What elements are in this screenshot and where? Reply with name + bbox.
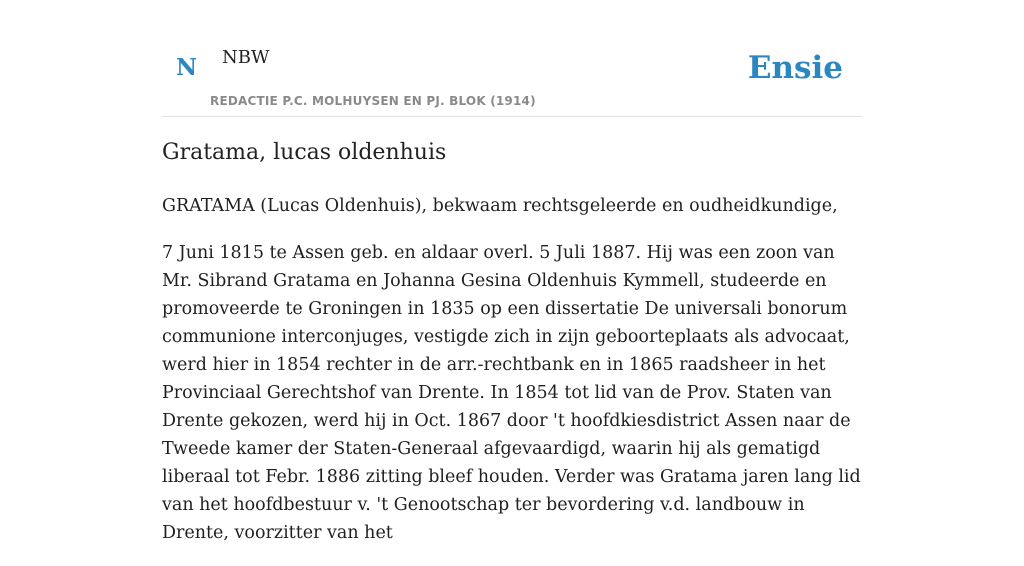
- article-title: Gratama, lucas oldenhuis: [162, 140, 447, 165]
- source-name[interactable]: NBW: [222, 47, 270, 68]
- source-editors: REDACTIE P.C. MOLHUYSEN EN PJ. BLOK (1914): [210, 94, 536, 108]
- article-paragraph: 7 Juni 1815 te Assen geb. en aldaar overl. 5 Juli 1887. Hij was een zoon van Mr. Sibrand Gratama en Johanna Gesina Oldenhuis Kymmell, studeerde en promoveerde te Groningen in 1835 op een dissertatie De universali bonorum communione interconjuges, vestigde zich in zijn geboorteplaats als advocaat, werd hier in 1854 rechter in de arr.-rechtbank en in 1865 raadsheer in het Provinciaal Gerechtshof van Drente. In 1854 tot lid van de Prov. Staten van Drente gekozen, werd hij in Oct. 1867 door 't hoofdkiesdistrict Assen naar de Tweede kamer der Staten-Generaal afgevaardigd, waarin hij als gematigd liberaal tot Febr. 1886 zitting bleef houden. Verder was Gratama jaren lang lid van het hoofdbestuur v. 't Genootschap ter bevordering v.d. landbouw in Drente, voorzitter van het: [162, 243, 861, 543]
- article-body: [162, 192, 867, 566]
- source-header: [162, 0, 862, 117]
- brand-logo[interactable]: Ensie: [747, 50, 843, 86]
- article-intro: GRATAMA (Lucas Oldenhuis), bekwaam rechtsgeleerde en oudheidkundige,: [162, 196, 838, 216]
- source-logo-icon[interactable]: N: [176, 54, 198, 81]
